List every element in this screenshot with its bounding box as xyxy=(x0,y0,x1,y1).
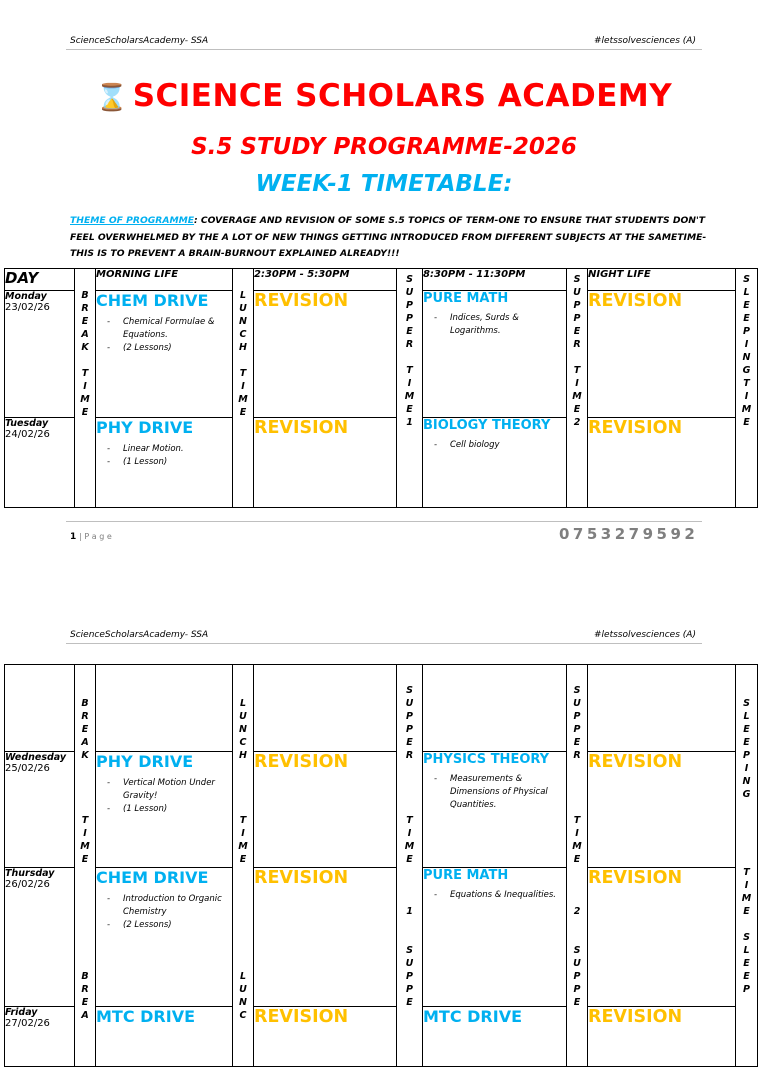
lunch-time-label: L U N C H T I M E xyxy=(238,290,248,418)
detail-list xyxy=(423,439,566,452)
detail-item: - Equations & Inequalities. xyxy=(450,889,566,902)
sleeping-time-column xyxy=(736,665,758,1067)
morning-cell xyxy=(96,752,233,868)
lunch-time-column xyxy=(233,665,254,1067)
header-rule xyxy=(66,49,702,50)
afternoon-cell xyxy=(254,1007,397,1067)
day-name: Wednesday xyxy=(5,752,67,763)
supper-time-1-column xyxy=(397,665,423,1067)
page-footer xyxy=(70,532,112,542)
day-cell xyxy=(5,1007,75,1067)
theme-label: THEME OF PROGRAMME xyxy=(70,215,195,226)
day-name: Friday xyxy=(5,1007,38,1018)
header-rule xyxy=(66,643,702,644)
detail-list xyxy=(423,312,566,338)
revision-label: REVISION xyxy=(254,752,349,772)
day-cell xyxy=(5,418,75,508)
supper-time-2-column xyxy=(567,269,588,508)
day-name: Thursday xyxy=(5,868,55,879)
morning-cell xyxy=(96,868,233,1007)
detail-item: - Introduction to Organic Chemistry xyxy=(123,893,232,919)
evening-cell xyxy=(423,752,567,868)
night-cell xyxy=(588,418,736,508)
page-number: 1 xyxy=(70,532,77,542)
day-date: 25/02/26 xyxy=(5,763,50,774)
subject-title: CHEM DRIVE xyxy=(96,291,209,310)
detail-item: - (2 Lessons) xyxy=(123,919,232,932)
footer-rule xyxy=(66,521,702,522)
subject-title: MTC DRIVE xyxy=(96,1007,196,1026)
col-header-afternoon: 2:30PM - 5:30PM xyxy=(254,269,397,291)
afternoon-cell xyxy=(254,418,397,508)
col-header-morning: MORNING LIFE xyxy=(96,269,233,291)
subject-title: PURE MATH xyxy=(423,291,509,306)
supper-time-2-column xyxy=(567,665,588,1067)
table-row xyxy=(5,291,758,418)
supper-time-2-label: S U P P E R T I M E 2 S U P P E xyxy=(572,685,582,1008)
break-time-label: B R E A K T I M E B R E A xyxy=(80,698,90,1021)
night-cell xyxy=(588,752,736,868)
theme-text: : COVERAGE AND REVISION OF SOME S.5 TOPICS OF TERM-ONE TO ENSURE THAT STUDENTS DON'T FEEL OVERWHELMED BY THE A LOT OF NEW THINGS GETTING INTRODUCED FROM DIFFERENT SUBJECTS AT THE SAMETIME- THIS IS TO PREVENT A BRAIN-BURNOUT EXPLAINED ALREADY!!! xyxy=(70,215,707,259)
afternoon-cell xyxy=(254,291,397,418)
night-cell xyxy=(588,291,736,418)
day-date: 24/02/26 xyxy=(5,429,50,440)
day-date: 27/02/26 xyxy=(5,1018,50,1029)
detail-item: - Measurements & Dimensions of Physical Quantities. xyxy=(450,773,566,812)
day-date: 23/02/26 xyxy=(5,302,50,313)
detail-list xyxy=(96,316,232,355)
subject-title: PHY DRIVE xyxy=(96,418,194,437)
revision-label: REVISION xyxy=(588,1007,683,1027)
detail-item: - (1 Lesson) xyxy=(123,803,232,816)
morning-cell xyxy=(96,418,233,508)
supper-time-1-label: S U P P E R T I M E 1 S U P P E xyxy=(404,685,415,1008)
subject-title: PURE MATH xyxy=(423,868,509,883)
page-header-right: #letssolvesciences (A) xyxy=(594,630,696,640)
sleeping-time-column xyxy=(736,269,758,508)
detail-list xyxy=(96,443,232,469)
day-name: Monday xyxy=(5,291,47,302)
evening-cell xyxy=(423,1007,567,1067)
supper-time-1-label: S U P P E R T I M E 1 xyxy=(404,274,415,428)
evening-cell xyxy=(423,418,567,508)
revision-label: REVISION xyxy=(588,418,683,438)
morning-cell xyxy=(96,1007,233,1067)
blank-cell xyxy=(254,665,397,752)
detail-item: - Chemical Formulae & Equations. xyxy=(123,316,232,342)
detail-item: - Linear Motion. xyxy=(123,443,232,456)
detail-list xyxy=(96,777,232,816)
supper-time-1-column xyxy=(397,269,423,508)
spacer-row xyxy=(5,665,758,752)
supper-time-2-label: S U P P E R T I M E 2 xyxy=(572,274,582,428)
detail-list xyxy=(423,773,566,812)
header-row xyxy=(5,269,758,291)
break-time-label: B R E A K T I M E xyxy=(80,290,90,418)
lunch-time-column xyxy=(233,269,254,508)
revision-label: REVISION xyxy=(588,752,683,772)
morning-cell xyxy=(96,291,233,418)
evening-cell xyxy=(423,291,567,418)
page-header-left: ScienceScholarsAcademy- SSA xyxy=(70,630,209,640)
revision-label: REVISION xyxy=(588,868,683,888)
theme-paragraph xyxy=(70,213,710,263)
lunch-time-label: L U N C H T I M E L U N C xyxy=(238,698,248,1021)
hourglass-icon: ⌛ xyxy=(95,83,129,113)
sleeping-time-label: S L E E P I N G T I M E S L E E P xyxy=(741,698,752,995)
day-cell xyxy=(5,752,75,868)
break-time-column xyxy=(75,269,96,508)
timetable-page1 xyxy=(4,268,758,508)
academy-title-text: SCIENCE SCHOLARS ACADEMY xyxy=(132,78,673,114)
break-time-column xyxy=(75,665,96,1067)
subject-title: MTC DRIVE xyxy=(423,1007,523,1026)
timetable-page2 xyxy=(4,664,758,1067)
programme-title: S.5 STUDY PROGRAMME-2026 xyxy=(191,134,577,160)
blank-cell xyxy=(96,665,233,752)
afternoon-cell xyxy=(254,752,397,868)
night-cell xyxy=(588,1007,736,1067)
table-row xyxy=(5,752,758,868)
page-header-right: #letssolvesciences (A) xyxy=(594,36,696,46)
detail-item: - Indices, Surds & Logarithms. xyxy=(450,312,566,338)
revision-label: REVISION xyxy=(254,418,349,438)
day-date: 26/02/26 xyxy=(5,879,50,890)
day-cell xyxy=(5,868,75,1007)
academy-title xyxy=(0,78,768,114)
detail-item: - Cell biology xyxy=(450,439,566,452)
detail-item: - (2 Lessons) xyxy=(123,342,232,355)
page-header-left: ScienceScholarsAcademy- SSA xyxy=(70,36,209,46)
table-row xyxy=(5,1007,758,1067)
col-header-night: NIGHT LIFE xyxy=(588,269,736,291)
table-row xyxy=(5,868,758,1007)
blank-cell xyxy=(588,665,736,752)
revision-label: REVISION xyxy=(254,291,349,311)
page-label: | P a g e xyxy=(79,532,112,541)
blank-cell xyxy=(423,665,567,752)
detail-list xyxy=(423,889,566,902)
evening-cell xyxy=(423,868,567,1007)
revision-label: REVISION xyxy=(254,1007,349,1027)
detail-item: - Vertical Motion Under Gravity! xyxy=(123,777,232,803)
subject-title: PHY DRIVE xyxy=(96,752,194,771)
detail-list xyxy=(96,893,232,932)
col-header-evening: 8:30PM - 11:30PM xyxy=(423,269,567,291)
sleeping-time-label: S L E E P I N G T I M E xyxy=(741,274,752,428)
col-header-day: DAY xyxy=(5,269,75,291)
day-name: Tuesday xyxy=(5,418,49,429)
subject-title: CHEM DRIVE xyxy=(96,868,209,887)
day-cell xyxy=(5,291,75,418)
week-title: WEEK-1 TIMETABLE: xyxy=(255,171,513,197)
revision-label: REVISION xyxy=(588,291,683,311)
table-row xyxy=(5,418,758,508)
subject-title: PHYSICS THEORY xyxy=(423,752,550,767)
revision-label: REVISION xyxy=(254,868,349,888)
detail-item: - (1 Lesson) xyxy=(123,456,232,469)
afternoon-cell xyxy=(254,868,397,1007)
blank-cell xyxy=(5,665,75,752)
subject-title: BIOLOGY THEORY xyxy=(423,418,551,433)
phone-number: 0753279592 xyxy=(559,525,699,543)
night-cell xyxy=(588,868,736,1007)
